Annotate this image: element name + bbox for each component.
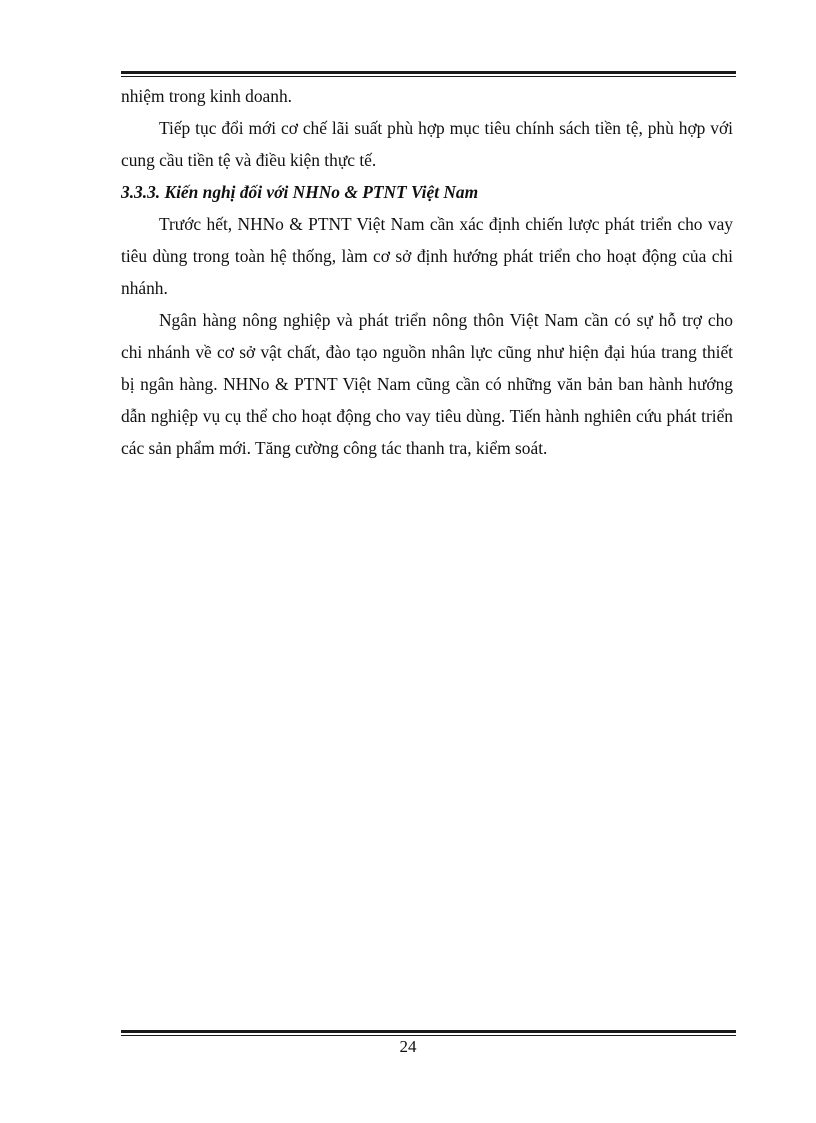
page-number: 24 [399, 1037, 417, 1056]
paragraph-strategy: Trước hết, NHNo & PTNT Việt Nam cần xác định chiến lược phát triển cho vay tiêu dùng trong toàn hệ thống, làm cơ sở định hướng phát triển cho hoạt động của chi nhánh. [121, 214, 733, 298]
paragraph-interest-rate: Tiếp tục đổi mới cơ chế lãi suất phù hợp mục tiêu chính sách tiền tệ, phù hợp với cung cầu tiền tệ và điều kiện thực tế. [121, 118, 733, 170]
section-heading: 3.3.3. Kiến nghị đối với NHNo & PTNT Việt Nam [121, 182, 479, 202]
paragraph-continuation: nhiệm trong kinh doanh. [121, 86, 292, 106]
header-rule [121, 71, 736, 77]
paragraph-support: Ngân hàng nông nghiệp và phát triển nông thôn Việt Nam cần có sự hỗ trợ cho chi nhánh về cơ sở vật chất, đào tạo nguồn nhân lực cũng như hiện đại húa trang thiết bị ngân hàng. NHNo & PTNT Việt Nam cũng cần có những văn bản ban hành hướng dẫn nghiệp vụ cụ thể cho hoạt động cho vay tiêu dùng. Tiến hành nghiên cứu phát triển các sản phẩm mới. Tăng cường công tác thanh tra, kiểm soát. [121, 310, 733, 458]
page-body [121, 80, 733, 464]
